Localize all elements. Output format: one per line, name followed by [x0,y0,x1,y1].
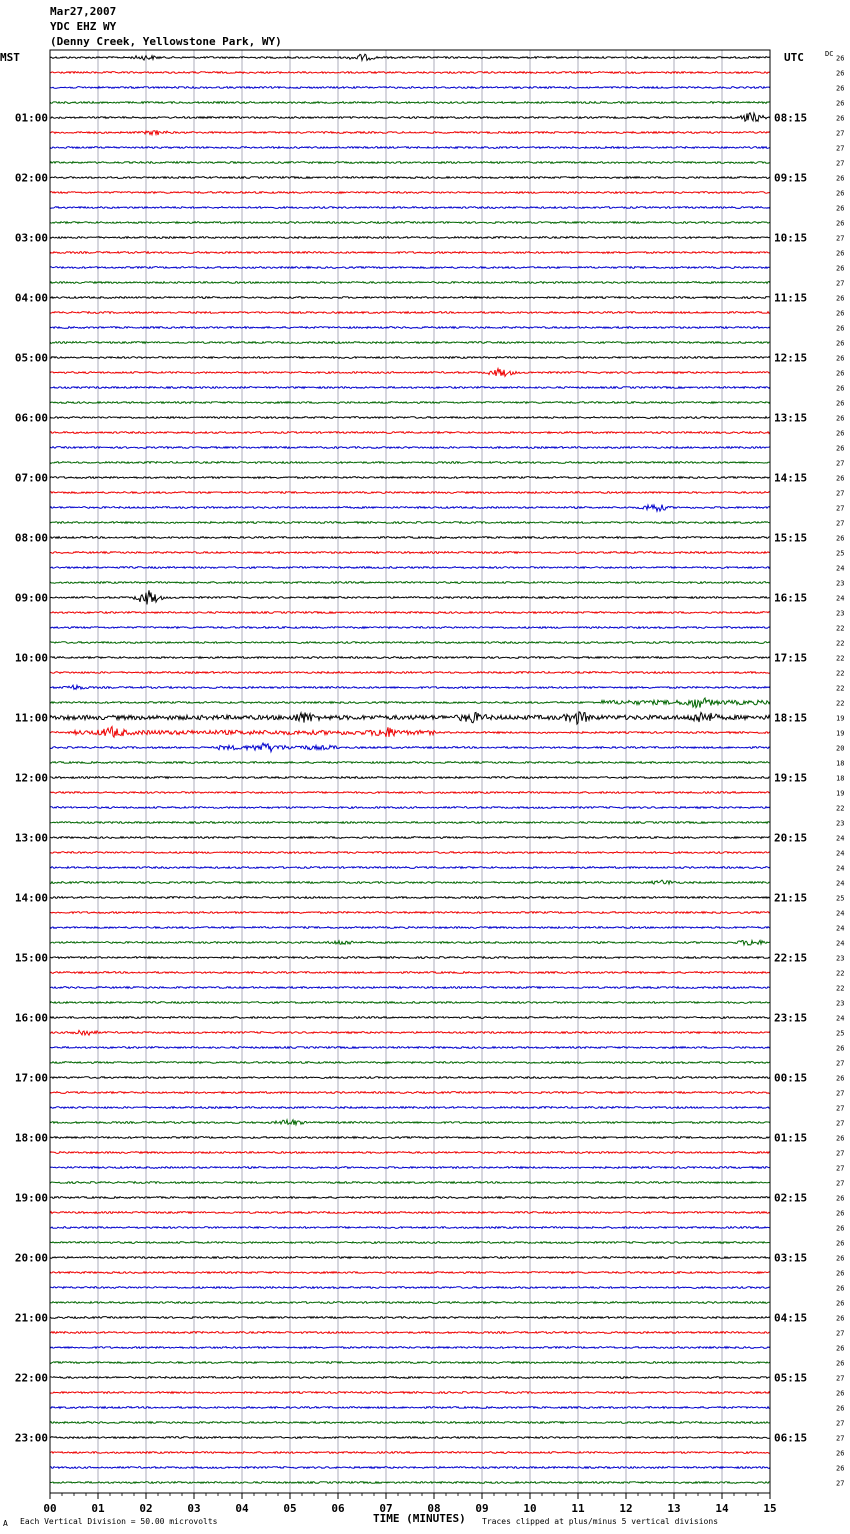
trace-line [50,1467,770,1469]
dc-offset-value: 22 [836,804,845,813]
dc-offset-value: 24 [836,909,845,918]
trace-line [50,612,770,614]
x-tick-label: 14 [715,1502,729,1515]
plot-frame [50,50,770,1493]
trace-line [50,1332,770,1334]
dc-offset-value: 26 [836,339,845,348]
dc-offset-value: 25 [836,1029,845,1038]
trace-line [50,590,770,604]
corner-mark: A [3,1519,8,1528]
right-hour-label: 20:15 [774,831,808,845]
trace-line [50,792,770,794]
right-hour-label: 01:15 [774,1131,808,1145]
trace-line [50,237,770,239]
trace-line [50,1257,770,1259]
trace-line [50,417,770,419]
x-tick-label: 05 [283,1502,297,1515]
dc-offset-value: 26 [836,1209,845,1218]
right-hour-label: 23:15 [774,1011,808,1025]
trace-line [50,1062,770,1064]
x-axis-title: TIME (MINUTES) [373,1512,466,1525]
x-tick-label: 01 [91,1502,105,1515]
left-hour-label: 21:00 [14,1311,48,1325]
x-tick-label: 02 [139,1502,153,1515]
right-hour-label: 09:15 [774,171,808,185]
dc-offset-value: 24 [836,939,845,948]
trace-line [50,657,770,659]
dc-offset-value: 19 [836,729,845,738]
trace-line [50,712,770,724]
trace-line [50,1030,770,1035]
dc-offset-value: 27 [836,1164,845,1173]
dc-offset-value: 24 [836,564,845,573]
dc-offset-value: 26 [836,309,845,318]
trace-line [50,1482,770,1484]
left-hour-label: 04:00 [14,291,48,305]
trace-line [50,1120,770,1125]
dc-offset-value: 26 [836,534,845,543]
trace-line [50,807,770,809]
trace-line [50,1392,770,1394]
dc-offset-value: 27 [836,1179,845,1188]
trace-line [50,1212,770,1214]
header-station: YDC EHZ WY [50,20,117,33]
dc-offset-value: 22 [836,624,845,633]
dc-offset-value: 27 [836,279,845,288]
left-hour-label: 18:00 [14,1131,48,1145]
dc-offset-value: 22 [836,684,845,693]
trace-line [50,1287,770,1289]
dc-offset-value: 19 [836,714,845,723]
right-hour-label: 14:15 [774,471,808,485]
trace-line [50,1227,770,1229]
x-tick-label: 08 [427,1502,441,1515]
dc-offset-value: 22 [836,669,845,678]
right-hour-label: 02:15 [774,1191,808,1205]
dc-offset-value: 26 [836,204,845,213]
left-hour-label: 10:00 [14,651,48,665]
dc-header-label: DC [825,50,834,58]
dc-offset-value: 26 [836,294,845,303]
trace-line [50,672,770,674]
trace-line [50,1182,770,1184]
dc-offset-value: 27 [836,1119,845,1128]
x-tick-label: 10 [523,1502,537,1515]
dc-offset-value: 26 [836,354,845,363]
dc-offset-value: 27 [836,459,845,468]
dc-offset-value: 27 [836,159,845,168]
seismic-traces [50,54,770,1483]
dc-offset-value: 27 [836,1089,845,1098]
trace-line [50,762,770,764]
trace-line [50,1077,770,1079]
trace-line [50,387,770,389]
dc-offset-value: 26 [836,1194,845,1203]
trace-line [50,1452,770,1454]
dc-offset-value: 27 [836,504,845,513]
trace-line [50,822,770,824]
dc-offset-value: 26 [836,1284,845,1293]
left-hour-label: 16:00 [14,1011,48,1025]
trace-line [50,1347,770,1349]
trace-line [50,1377,770,1379]
dc-offset-column [836,55,844,1488]
x-tick-label: 06 [331,1502,345,1515]
dc-offset-value: 26 [836,1044,845,1053]
right-hour-label: 03:15 [774,1251,808,1265]
trace-line [50,940,770,945]
trace-line [50,447,770,449]
dc-offset-value: 27 [836,1479,845,1488]
trace-line [50,1002,770,1004]
x-tick-label: 04 [235,1502,249,1515]
trace-line [50,297,770,299]
right-hour-label: 11:15 [774,291,808,305]
dc-offset-value: 25 [836,549,845,558]
trace-line [50,1017,770,1019]
trace-line [50,897,770,899]
dc-offset-value: 26 [836,429,845,438]
dc-offset-value: 24 [836,594,845,603]
dc-offset-value: 23 [836,999,845,1008]
trace-line [50,912,770,914]
trace-line [50,837,770,839]
trace-line [50,1272,770,1274]
left-hour-label: 06:00 [14,411,48,425]
left-hour-label: 07:00 [14,471,48,485]
dc-offset-value: 26 [836,324,845,333]
dc-offset-value: 26 [836,114,845,123]
left-hour-label: 15:00 [14,951,48,965]
trace-line [50,1047,770,1049]
trace-line [50,1197,770,1199]
dc-offset-value: 26 [836,1449,845,1458]
trace-line [50,147,770,149]
dc-offset-value: 22 [836,699,845,708]
x-tick-label: 09 [475,1502,489,1515]
trace-line [50,1242,770,1244]
dc-offset-value: 26 [836,99,845,108]
dc-offset-value: 24 [836,1014,845,1023]
left-hour-label: 02:00 [14,171,48,185]
trace-line [50,54,770,60]
dc-offset-value: 18 [836,759,845,768]
right-hour-label: 05:15 [774,1371,808,1385]
trace-line [50,477,770,479]
left-hour-label: 23:00 [14,1431,48,1445]
trace-line [50,957,770,959]
dc-offset-value: 20 [836,744,845,753]
dc-offset-value: 22 [836,984,845,993]
left-hour-label: 19:00 [14,1191,48,1205]
trace-line [50,282,770,284]
dc-offset-value: 26 [836,1314,845,1323]
dc-offset-value: 26 [836,1074,845,1083]
dc-offset-value: 26 [836,399,845,408]
dc-offset-value: 27 [836,1149,845,1158]
trace-line [50,327,770,329]
dc-offset-value: 22 [836,639,845,648]
trace-line [50,267,770,269]
dc-offset-value: 27 [836,129,845,138]
left-hour-label: 09:00 [14,591,48,605]
trace-line [50,192,770,194]
dc-offset-value: 26 [836,384,845,393]
right-hour-label: 15:15 [774,531,808,545]
trace-line [50,627,770,629]
left-hour-label: 01:00 [14,111,48,125]
trace-line [50,357,770,359]
trace-line [50,130,770,135]
dc-offset-value: 26 [836,1359,845,1368]
dc-offset-value: 26 [836,1404,845,1413]
right-hour-label: 19:15 [774,771,808,785]
x-tick-label: 12 [619,1502,633,1515]
left-hour-label: 08:00 [14,531,48,545]
left-hour-label: 17:00 [14,1071,48,1085]
dc-offset-value: 26 [836,369,845,378]
right-hour-label: 10:15 [774,231,808,245]
trace-line [50,252,770,254]
trace-line [50,222,770,224]
dc-offset-value: 26 [836,1299,845,1308]
dc-offset-value: 23 [836,819,845,828]
trace-line [50,432,770,434]
dc-offset-value: 24 [836,834,845,843]
trace-line [50,537,770,539]
dc-offset-value: 26 [836,54,845,63]
right-hour-label: 00:15 [774,1071,808,1085]
trace-line [50,1152,770,1154]
dc-offset-value: 26 [836,1239,845,1248]
dc-offset-value: 26 [836,1464,845,1473]
trace-line [50,852,770,854]
trace-line [50,880,770,884]
trace-line [50,1092,770,1094]
dc-offset-value: 27 [836,1419,845,1428]
x-tick-label: 11 [571,1502,585,1515]
trace-line [50,552,770,554]
dc-offset-value: 26 [836,414,845,423]
right-hour-label: 06:15 [774,1431,808,1445]
trace-line [50,1137,770,1139]
header-location: (Denny Creek, Yellowstone Park, WY) [50,35,282,48]
dc-offset-value: 27 [836,1329,845,1338]
right-hour-label: 22:15 [774,951,808,965]
x-tick-label: 07 [379,1502,393,1515]
trace-line [50,177,770,179]
left-hour-label: 03:00 [14,231,48,245]
dc-offset-value: 26 [836,1344,845,1353]
right-hour-label: 13:15 [774,411,808,425]
trace-line [50,207,770,209]
dc-offset-value: 27 [836,234,845,243]
dc-offset-value: 27 [836,1059,845,1068]
left-hour-label: 13:00 [14,831,48,845]
trace-line [50,743,770,752]
trace-line [50,1107,770,1109]
trace-line [50,402,770,404]
dc-offset-value: 27 [836,519,845,528]
trace-line [50,567,770,569]
dc-offset-value: 27 [836,1104,845,1113]
right-hour-label: 16:15 [774,591,808,605]
dc-offset-value: 22 [836,654,845,663]
dc-offset-value: 22 [836,969,845,978]
trace-line [50,505,770,512]
left-timezone-label: MST [0,51,20,64]
right-hour-label: 12:15 [774,351,808,365]
trace-line [50,1407,770,1409]
x-tick-label: 13 [667,1502,681,1515]
x-tick-label: 00 [43,1502,57,1515]
trace-line [50,987,770,989]
dc-offset-value: 26 [836,1254,845,1263]
trace-line [50,777,770,779]
trace-line [50,698,770,708]
dc-offset-value: 26 [836,219,845,228]
trace-line [50,582,770,584]
dc-offset-value: 27 [836,1374,845,1383]
x-tick-label: 15 [763,1502,777,1515]
left-hour-label: 11:00 [14,711,48,725]
trace-line [50,113,770,121]
right-hour-label: 21:15 [774,891,808,905]
dc-offset-value: 18 [836,774,845,783]
left-hour-label: 14:00 [14,891,48,905]
dc-offset-value: 23 [836,954,845,963]
dc-offset-value: 25 [836,894,845,903]
right-hour-label: 17:15 [774,651,808,665]
trace-line [50,162,770,164]
header-date: Mar27,2007 [50,5,117,18]
dc-offset-value: 26 [836,69,845,78]
dc-offset-value: 26 [836,189,845,198]
right-hour-label: 18:15 [774,711,808,725]
dc-offset-value: 26 [836,474,845,483]
trace-line [50,1302,770,1304]
trace-line [50,1362,770,1364]
dc-offset-value: 27 [836,144,845,153]
scale-note: Each Vertical Division = 50.00 microvolts [20,1517,218,1526]
dc-offset-value: 26 [836,249,845,258]
trace-line [50,1317,770,1319]
left-hour-label: 22:00 [14,1371,48,1385]
right-hour-label: 04:15 [774,1311,808,1325]
left-hour-label: 12:00 [14,771,48,785]
trace-line [50,1167,770,1169]
dc-offset-value: 24 [836,879,845,888]
left-hour-label: 20:00 [14,1251,48,1265]
trace-line [50,102,770,104]
dc-offset-value: 26 [836,444,845,453]
x-tick-label: 03 [187,1502,201,1515]
dc-offset-value: 26 [836,84,845,93]
dc-offset-value: 27 [836,489,845,498]
trace-line [50,1422,770,1424]
trace-line [50,87,770,89]
dc-offset-value: 24 [836,924,845,933]
trace-line [50,867,770,869]
dc-offset-value: 26 [836,1134,845,1143]
trace-line [50,927,770,929]
clip-note: Traces clipped at plus/minus 5 vertical divisions [482,1517,719,1526]
trace-line [50,685,770,689]
trace-line [50,727,770,738]
trace-line [50,492,770,494]
dc-offset-value: 26 [836,174,845,183]
trace-line [50,72,770,74]
trace-line [50,369,770,377]
dc-offset-value: 24 [836,864,845,873]
dc-offset-value: 27 [836,1434,845,1443]
trace-line [50,342,770,344]
left-hour-label: 05:00 [14,351,48,365]
trace-line [50,312,770,314]
dc-offset-value: 26 [836,1224,845,1233]
dc-offset-value: 26 [836,1269,845,1278]
trace-line [50,972,770,974]
dc-offset-value: 23 [836,579,845,588]
dc-offset-value: 26 [836,264,845,273]
right-timezone-label: UTC [784,51,804,64]
trace-line [50,462,770,464]
dc-offset-value: 23 [836,609,845,618]
dc-offset-value: 24 [836,849,845,858]
trace-line [50,642,770,644]
dc-offset-value: 26 [836,1389,845,1398]
trace-line [50,522,770,524]
dc-offset-value: 19 [836,789,845,798]
trace-line [50,1437,770,1439]
right-hour-label: 08:15 [774,111,808,125]
